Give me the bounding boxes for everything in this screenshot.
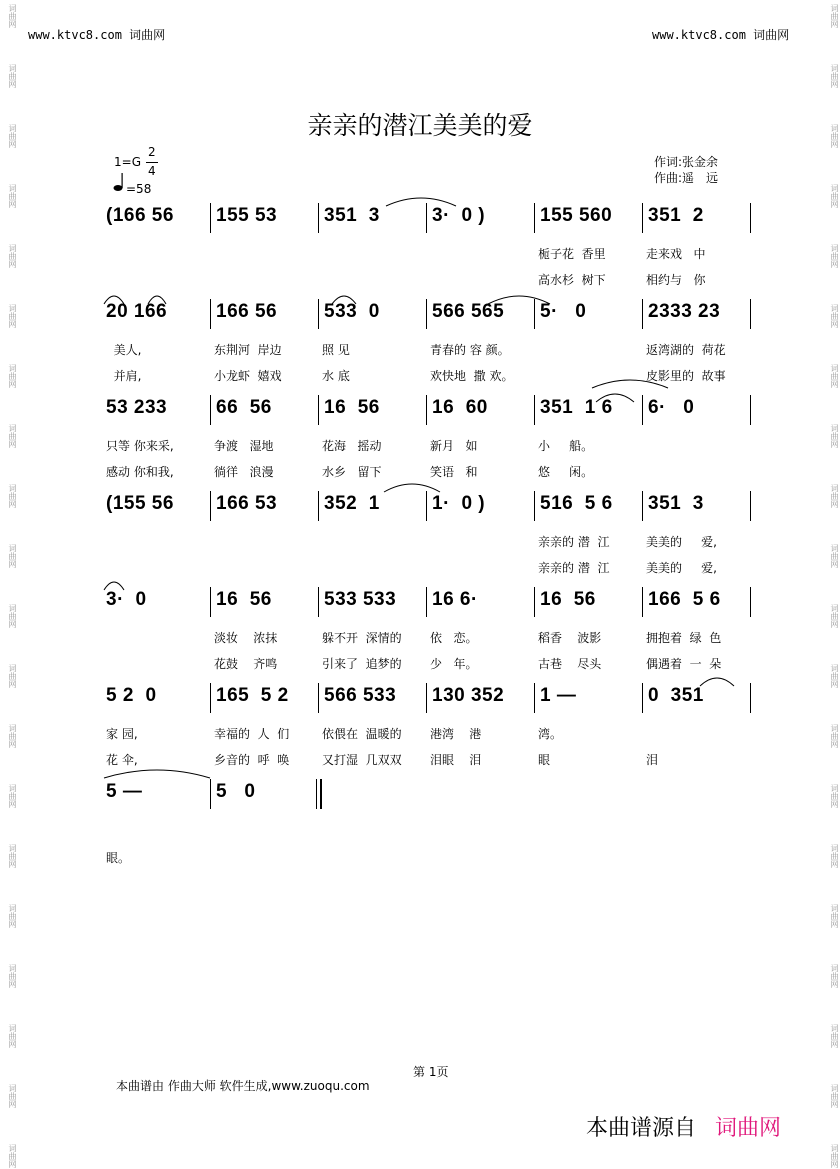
slur xyxy=(104,296,124,304)
measure-notes: 130 352 xyxy=(432,685,505,706)
measure-notes: 5 0 xyxy=(216,781,256,802)
watermark-text: 词曲网 xyxy=(830,1084,839,1108)
lyric-verse-2: 相约与 你 xyxy=(646,273,706,287)
slur xyxy=(386,198,456,206)
lyric-verse-2: 水乡 留下 xyxy=(322,465,382,479)
watermark-text: 词曲网 xyxy=(8,184,17,208)
measure-notes: 16 6· xyxy=(432,589,478,610)
key-signature: 1=G xyxy=(114,155,141,169)
slur xyxy=(332,296,356,304)
lyric-verse-1: 拥抱着 绿 色 xyxy=(646,631,722,645)
measure-notes: 155 53 xyxy=(216,205,278,226)
lyric-verse-2: 花鼓 齐鸣 xyxy=(214,657,278,671)
measure-notes: 166 5 6 xyxy=(648,589,721,610)
lyric-verse-2: 乡音的 呼 唤 xyxy=(214,753,290,767)
lyric-verse-1: 返湾湖的 荷花 xyxy=(646,343,726,357)
measure-notes: 166 56 xyxy=(216,301,278,322)
lyric-verse-1: 照 见 xyxy=(322,343,350,357)
lyric-verse-1: 青春的 容 颜。 xyxy=(430,343,510,357)
source-site[interactable]: 词曲网 xyxy=(715,1116,782,1141)
composer: 作曲:遥 远 xyxy=(654,171,719,185)
measure-notes: 2333 23 xyxy=(648,301,721,322)
lyric-verse-2: 古巷 尽头 xyxy=(538,657,602,671)
lyric-verse-2: 引来了 追梦的 xyxy=(322,657,402,671)
watermark-text: 词曲网 xyxy=(8,784,17,808)
lyric-verse-2: 笑语 和 xyxy=(430,465,478,479)
slur xyxy=(700,678,734,686)
measure-notes: 533 533 xyxy=(324,589,397,610)
lyric-verse-2: 皮影里的 故事 xyxy=(646,369,726,383)
watermark-text: 词曲网 xyxy=(8,244,17,268)
measure-notes: 516 5 6 xyxy=(540,493,613,514)
measure-notes: 16 56 xyxy=(540,589,596,610)
watermark-text: 词曲网 xyxy=(8,664,17,688)
lyric-verse-2: 眼 xyxy=(538,753,551,767)
slur xyxy=(488,296,550,304)
watermark-text: 词曲网 xyxy=(8,604,17,628)
measure-notes: 351 1 6 xyxy=(540,397,613,418)
watermark-text: 词曲网 xyxy=(8,964,17,988)
measure-notes: 5 — xyxy=(106,781,143,802)
measure-notes: 0 351 xyxy=(648,685,704,706)
measure-notes: 155 560 xyxy=(540,205,613,226)
lyric-verse-2: 感动 你和我, xyxy=(106,465,174,479)
measure-notes: 166 53 xyxy=(216,493,278,514)
measure-notes: 3· 0 xyxy=(106,589,147,610)
tempo: =58 xyxy=(126,182,152,196)
watermark-text: 词曲网 xyxy=(830,304,839,328)
source-prefix: 本曲谱源自 xyxy=(586,1116,697,1141)
lyric-verse-1: 湾。 xyxy=(538,727,563,741)
watermark-text: 词曲网 xyxy=(8,1084,17,1108)
lyric-verse-1: 小 船。 xyxy=(538,439,594,453)
watermark-text: 词曲网 xyxy=(830,964,839,988)
measure-notes: 16 60 xyxy=(432,397,488,418)
lyric-verse-2: 花 伞, xyxy=(106,753,138,767)
lyric-verse-1: 港湾 港 xyxy=(430,727,482,741)
watermark-text: 词曲网 xyxy=(830,544,839,568)
watermark-text: 词曲网 xyxy=(830,664,839,688)
watermark-text: 词曲网 xyxy=(830,784,839,808)
lyric-verse-2: 悠 闲。 xyxy=(538,465,594,479)
lyric-verse-1: 家 园, xyxy=(106,727,138,741)
measure-notes: 5 2 0 xyxy=(106,685,157,706)
measure-notes: 566 565 xyxy=(432,301,505,322)
lyric-verse-1: 淡妆 浓抹 xyxy=(214,631,278,645)
measure-notes: 351 3 xyxy=(648,493,704,514)
watermark-text: 词曲网 xyxy=(830,844,839,868)
measure-notes: 3· 0 ) xyxy=(432,205,486,226)
source-credit xyxy=(586,1111,781,1142)
watermark-text: 词曲网 xyxy=(8,424,17,448)
watermark-text: 词曲网 xyxy=(830,4,839,28)
slur xyxy=(596,394,634,402)
measure-notes: 566 533 xyxy=(324,685,397,706)
lyric-verse-1: 只等 你来采, xyxy=(106,439,174,453)
measure-notes: 5· 0 xyxy=(540,301,587,322)
lyric-verse-1: 亲亲的 潜 江 xyxy=(538,535,610,549)
measure-notes: 6· 0 xyxy=(648,397,695,418)
watermark-text: 词曲网 xyxy=(830,364,839,388)
lyric-verse-2: 欢快地 撒 欢。 xyxy=(430,369,514,383)
measure-notes: (166 56 xyxy=(106,205,174,226)
measure-notes: 533 0 xyxy=(324,301,380,322)
watermark-text: 词曲网 xyxy=(8,124,17,148)
measure-notes: 1· 0 ) xyxy=(432,493,486,514)
lyric-verse-2: 并肩, xyxy=(106,369,142,383)
song-title: 亲亲的潜江美美的爱 xyxy=(307,111,533,140)
measure-notes: 16 56 xyxy=(324,397,380,418)
watermark-text: 词曲网 xyxy=(8,1024,17,1048)
watermark-text: 词曲网 xyxy=(8,844,17,868)
lyric-verse-2: 眼。 xyxy=(106,851,131,865)
lyric-verse-1: 依偎在 温暖的 xyxy=(322,727,402,741)
measure-notes: 16 56 xyxy=(216,589,272,610)
watermark-text: 词曲网 xyxy=(830,244,839,268)
watermark-text: 词曲网 xyxy=(8,724,17,748)
measure-notes: 165 5 2 xyxy=(216,685,289,706)
watermark-text: 词曲网 xyxy=(830,64,839,88)
lyric-verse-1: 躲不开 深情的 xyxy=(322,631,402,645)
lyric-verse-1: 东荆河 岸边 xyxy=(214,343,282,357)
watermark-text: 词曲网 xyxy=(8,904,17,928)
lyric-verse-1: 栀子花 香里 xyxy=(538,247,606,261)
watermark-text: 词曲网 xyxy=(830,1144,839,1168)
lyric-verse-2: 高水杉 树下 xyxy=(538,273,606,287)
lyric-verse-1: 幸福的 人 们 xyxy=(214,727,290,741)
slur xyxy=(104,582,124,590)
watermark-text: 词曲网 xyxy=(830,124,839,148)
measure-notes: 352 1 xyxy=(324,493,380,514)
watermark-text: 词曲网 xyxy=(830,724,839,748)
lyric-verse-1: 新月 如 xyxy=(430,439,478,453)
time-signature-top: 2 xyxy=(148,145,156,159)
time-signature-bottom: 4 xyxy=(148,164,156,178)
slur xyxy=(148,296,166,304)
header-url-left[interactable]: www.ktvc8.com 词曲网 xyxy=(28,28,166,42)
watermark-text: 词曲网 xyxy=(8,1144,17,1168)
measure-notes: 351 3 xyxy=(324,205,380,226)
lyric-verse-2: 泪 xyxy=(646,753,659,767)
page-number: 第 1页 xyxy=(413,1065,449,1079)
slur xyxy=(592,380,668,388)
lyric-verse-1: 花海 摇动 xyxy=(322,439,382,453)
watermark-text: 词曲网 xyxy=(830,424,839,448)
lyric-verse-1: 美美的 爱, xyxy=(646,535,717,549)
measure-notes: 1 — xyxy=(540,685,577,706)
measure-notes: 351 2 xyxy=(648,205,704,226)
lyricist: 作词:张金余 xyxy=(654,155,719,169)
lyric-verse-2: 泪眼 泪 xyxy=(430,753,482,767)
measure-notes: 53 233 xyxy=(106,397,168,418)
lyric-verse-2: 小龙虾 嬉戏 xyxy=(214,369,282,383)
watermark-text: 词曲网 xyxy=(8,544,17,568)
watermark-text: 词曲网 xyxy=(8,304,17,328)
watermark-text: 词曲网 xyxy=(8,64,17,88)
lyric-verse-2: 美美的 爱, xyxy=(646,561,717,575)
lyric-verse-2: 徜徉 浪漫 xyxy=(214,465,274,479)
measure-notes: (155 56 xyxy=(106,493,174,514)
lyric-verse-1: 走来戏 中 xyxy=(646,247,706,261)
lyric-verse-1: 美人, xyxy=(106,343,142,357)
header-url-right[interactable]: www.ktvc8.com 词曲网 xyxy=(652,28,790,42)
measure-notes: 20 166 xyxy=(106,301,168,322)
watermark-text: 词曲网 xyxy=(830,184,839,208)
generator-note: 本曲谱由 作曲大师 软件生成,www.zuoqu.com xyxy=(116,1079,370,1093)
slur xyxy=(384,484,440,492)
watermark-text: 词曲网 xyxy=(8,484,17,508)
measure-notes: 66 56 xyxy=(216,397,272,418)
lyric-verse-2: 偶遇着 一 朵 xyxy=(646,657,722,671)
watermark-text: 词曲网 xyxy=(830,484,839,508)
lyric-verse-1: 稻香 波影 xyxy=(538,631,602,645)
lyric-verse-2: 水 底 xyxy=(322,369,350,383)
watermark-text: 词曲网 xyxy=(830,904,839,928)
watermark-text: 词曲网 xyxy=(830,604,839,628)
lyric-verse-2: 少 年。 xyxy=(430,657,478,671)
slur xyxy=(104,770,210,778)
watermark-text: 词曲网 xyxy=(8,364,17,388)
watermark-text: 词曲网 xyxy=(830,1024,839,1048)
lyric-verse-1: 依 恋。 xyxy=(430,631,478,645)
lyric-verse-2: 亲亲的 潜 江 xyxy=(538,561,610,575)
lyric-verse-2: 又打湿 几双双 xyxy=(322,753,402,767)
watermark-text: 词曲网 xyxy=(8,4,17,28)
lyric-verse-1: 争渡 湿地 xyxy=(214,439,274,453)
